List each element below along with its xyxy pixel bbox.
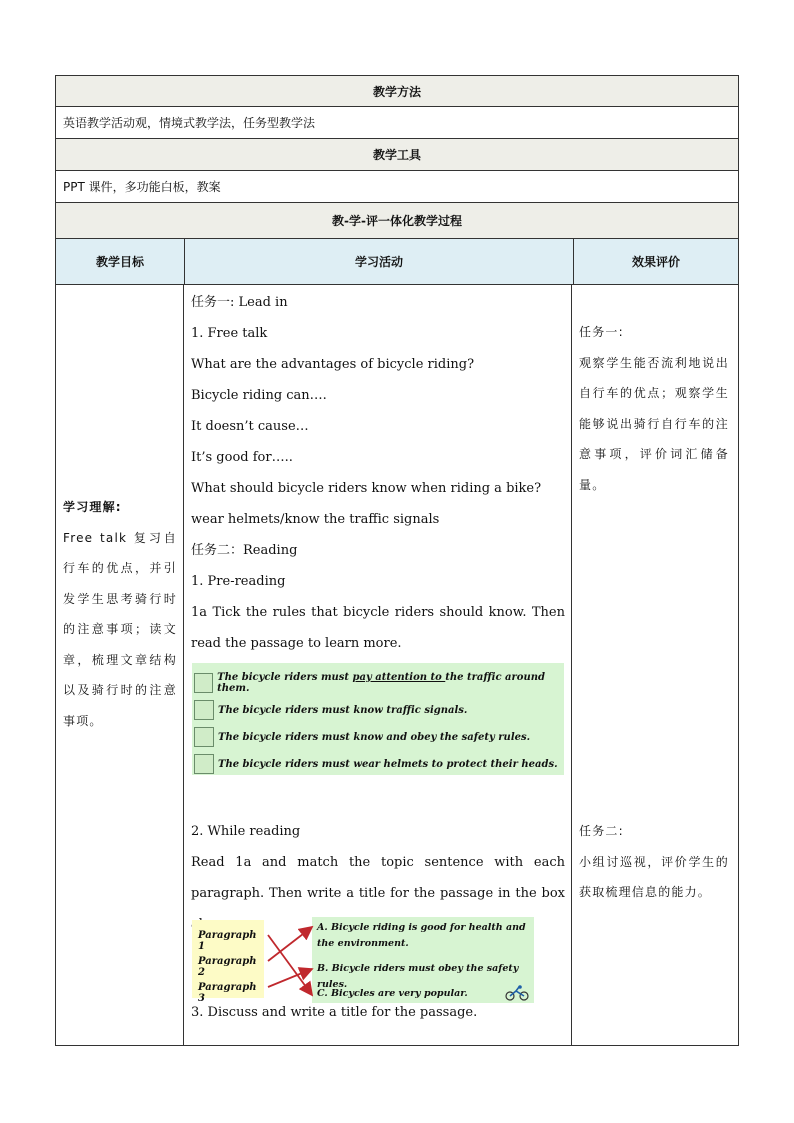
activity-text-block xyxy=(191,287,565,659)
goal-column-header: 教学目标 xyxy=(56,239,185,284)
task2-title: 任务二：Reading xyxy=(191,543,298,558)
pre-reading-heading: 1. Pre-reading xyxy=(191,574,286,589)
paragraph-label: Paragraph 1 xyxy=(198,930,257,952)
goal-title: 学习理解: xyxy=(63,500,122,514)
evaluation-task1-text: 观察学生能否流利地说出自行车的优点；观察学生能够说出骑行自行车的注意事项，评价词汇储备量。 xyxy=(579,355,729,492)
checkbox[interactable] xyxy=(194,754,214,774)
question-2: What should bicycle riders know when riding a bike? xyxy=(191,481,542,496)
sentence-4: wear helmets/know the traffic signals xyxy=(191,512,440,527)
sentence-2: It doesn’t cause… xyxy=(191,419,309,434)
goal-text-block xyxy=(63,492,177,736)
evaluation-cell xyxy=(572,285,736,1045)
evaluation-column-header: 效果评价 xyxy=(631,255,680,269)
checkbox[interactable] xyxy=(194,673,213,693)
column-headers xyxy=(56,239,738,285)
lesson-plan-table xyxy=(55,75,739,1046)
goal-text: Free talk 复习自行车的优点，并引发学生思考骑行时的注意事项；读文章，梳理文章结构以及骑行时的注意事项。 xyxy=(63,530,177,728)
sentence-3: It’s good for….. xyxy=(191,450,293,465)
rule-item: The bicycle riders must know and obey the safety rules. xyxy=(192,725,564,749)
task1-title: 任务一: Lead in xyxy=(191,295,288,310)
instruction-1a: 1a Tick the rules that bicycle riders should know. Then read the passage to learn more. xyxy=(191,605,565,651)
rule-item: The bicycle riders must pay attention to the traffic around them. xyxy=(192,671,564,695)
topic-sentence-options xyxy=(312,917,534,1003)
free-talk-heading: 1. Free talk xyxy=(191,326,268,341)
activity-column-header: 学习活动 xyxy=(185,239,574,284)
method-content: 英语教学活动观，情境式教学法，任务型教学法 xyxy=(56,107,738,139)
option-b: B. Bicycle riders must obey the safety rules. xyxy=(317,963,519,990)
activity-cell xyxy=(184,285,572,1045)
matching-arrows xyxy=(192,917,322,1003)
evaluation-task1-label: 任务一: xyxy=(579,325,624,339)
process-header: 教-学-评一体化教学过程 xyxy=(56,203,738,239)
evaluation-task2-label: 任务二: xyxy=(579,824,624,838)
evaluation-task1 xyxy=(579,317,729,500)
goal-cell xyxy=(56,285,184,1045)
paragraph-label: Paragraph 3 xyxy=(198,982,257,1004)
option-a: A. Bicycle riding is good for health and the environment. xyxy=(317,922,526,949)
checkbox[interactable] xyxy=(194,700,214,720)
sentence-1: Bicycle riding can…. xyxy=(191,388,327,403)
cyclist-icon xyxy=(502,985,532,1001)
checkbox[interactable] xyxy=(194,727,214,747)
evaluation-task2-text: 小组讨巡视，评价学生的获取梳理信息的能力。 xyxy=(579,854,729,899)
rule-item: The bicycle riders must wear helmets to protect their heads. xyxy=(192,752,564,776)
paragraph-label: Paragraph 2 xyxy=(198,956,257,978)
tools-content: PPT 课件，多功能白板，教案 xyxy=(56,171,738,203)
rules-checklist-image xyxy=(192,663,564,775)
evaluation-task2 xyxy=(579,816,729,908)
tools-header: 教学工具 xyxy=(56,139,738,171)
question-1: What are the advantages of bicycle riding? xyxy=(191,357,475,372)
option-c: C. Bicycles are very popular. xyxy=(317,988,468,999)
process-body-row xyxy=(56,285,738,1046)
instruction-match: Read 1a and match the topic sentence with each paragraph. Then write a title for the passage in the box xyxy=(191,855,565,901)
matching-exercise-image xyxy=(192,917,534,1003)
method-header: 教学方法 xyxy=(56,75,738,107)
discuss-instruction: 3. Discuss and write a title for the passage. xyxy=(191,1005,478,1020)
while-reading-heading: 2. While reading xyxy=(191,824,301,839)
rule-item: The bicycle riders must know traffic signals. xyxy=(192,698,564,722)
